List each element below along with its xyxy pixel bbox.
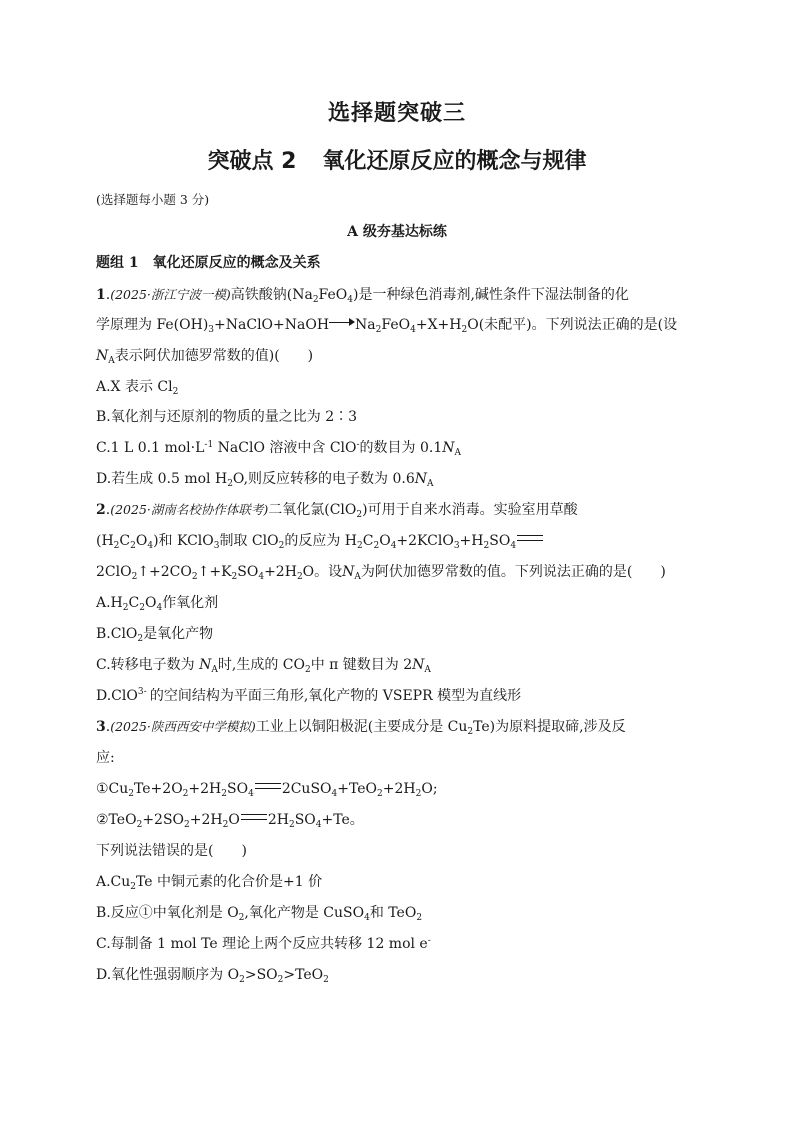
- section-heading: A 级夯基达标练: [347, 224, 447, 240]
- page-title: 选择题突破三: [327, 101, 466, 126]
- q1-option-c[interactable]: C.1 L 0.1 $mol\cdot L^{-1}$ NaClO 溶液中含 ClO-的数目为 $0.1N_A$: [96, 440, 461, 458]
- equals-sign-icon: [241, 814, 267, 820]
- q1-stem-line3: $N_A$表示阿伏加德罗常数的值)( ): [96, 348, 314, 366]
- q2-option-c[interactable]: C.转移电子数为 $N_A$时,生成的 $CO_2$中 π 键数目为 $2N_A$: [96, 657, 431, 675]
- q1-option-b[interactable]: B.氧化剂与还原剂的物质的量之比为 2∶3: [96, 409, 358, 425]
- q3-option-a[interactable]: $A.Cu_2Te$ 中铜元素的化合价是+1 价: [96, 874, 323, 892]
- q2-option-a[interactable]: $A.H_2C_2O_4$作氧化剂: [96, 595, 219, 613]
- q2-stem-line3: $2ClO_2↑+2CO_2↑+K_2SO_4+2H_2O$。设$N_A$为阿伏加德罗常数的值。下列说法正确的是( ): [96, 564, 666, 582]
- q3-stem-line2: 应:: [96, 750, 115, 766]
- q1-option-a[interactable]: A.X 表示 $Cl_2$: [96, 379, 179, 397]
- group-heading: 题组 1 氧化还原反应的概念及关系: [96, 255, 321, 271]
- subtitle-number: 突破点 2: [207, 149, 297, 174]
- subtitle-text: 氧化还原反应的概念与规律: [322, 149, 587, 174]
- q2-stem-line2: $(H_2C_2O_4)$和 KClO$_3$制取 ClO$_2$的反应为 $H_2C_2O_4+2KClO_3+H_2SO_4$: [96, 531, 544, 551]
- q3-stem-line1: 3.(2025·陕西西安中学模拟)工业上以铜阳极泥(主要成分是 $Cu_2Te$)为原料提取碲,涉及反: [96, 719, 626, 737]
- reaction-arrow-icon: [329, 317, 355, 327]
- q3-option-c[interactable]: C.每制备 1 mol Te 理论上两个反应共转移 12 mol e-: [96, 936, 431, 952]
- q2-option-d[interactable]: D.ClO 3- 的空间结构为平面三角形,氧化产物的 VSEPR 模型为直线形: [96, 687, 522, 704]
- q1-stem-line2: 学原理为 $Fe(OH)_3+NaClO+NaOH$ $Na_2FeO_4+X+H_2O$(未配平)。下列说法正确的是(设: [96, 317, 678, 335]
- equals-sign-icon: [255, 783, 281, 789]
- q1-stem-line1: 1.(2025·浙江宁波一模)高铁酸钠$(Na_2FeO_4)$是一种绿色消毒剂,碱性条件下湿法制备的化: [96, 287, 629, 305]
- equals-sign-icon: [517, 535, 543, 541]
- q3-question: 下列说法错误的是( ): [96, 843, 247, 859]
- page-subtitle: [0, 144, 794, 175]
- q1-option-d[interactable]: D.若生成 0.5 mol $H_2O$,则反应转移的电子数为 $0.6N_A$: [96, 471, 434, 489]
- q1-source: (2025·浙江宁波一模): [110, 287, 231, 302]
- q2-stem-line1: 2.(2025·湖南名校协作体联考)二氧化氯(ClO$_2$)可用于自来水消毒。实验室用草酸: [96, 502, 578, 520]
- score-note: (选择题每小题 3 分): [96, 192, 210, 207]
- q3-source: (2025·陕西西安中学模拟): [110, 719, 256, 734]
- q3-reaction-2: $②TeO_2+2SO_2+2H_2O$ $2H_2SO_4+Te$。: [96, 812, 364, 830]
- q3-reaction-1: $①Cu_2Te+2O_2+2H_2SO_4$ $2CuSO_4+TeO_2+2H_2O$;: [96, 781, 438, 799]
- q2-option-b[interactable]: B.ClO$_2$是氧化产物: [96, 626, 214, 644]
- q3-option-b[interactable]: B.反应①中氧化剂是 $O_2$,氧化产物是 CuSO$_4$和 TeO$_2$: [96, 905, 423, 923]
- q2-source: (2025·湖南名校协作体联考): [110, 502, 269, 517]
- q3-option-d[interactable]: D.氧化性强弱顺序为 $O_2>SO_2>TeO_2$: [96, 967, 329, 985]
